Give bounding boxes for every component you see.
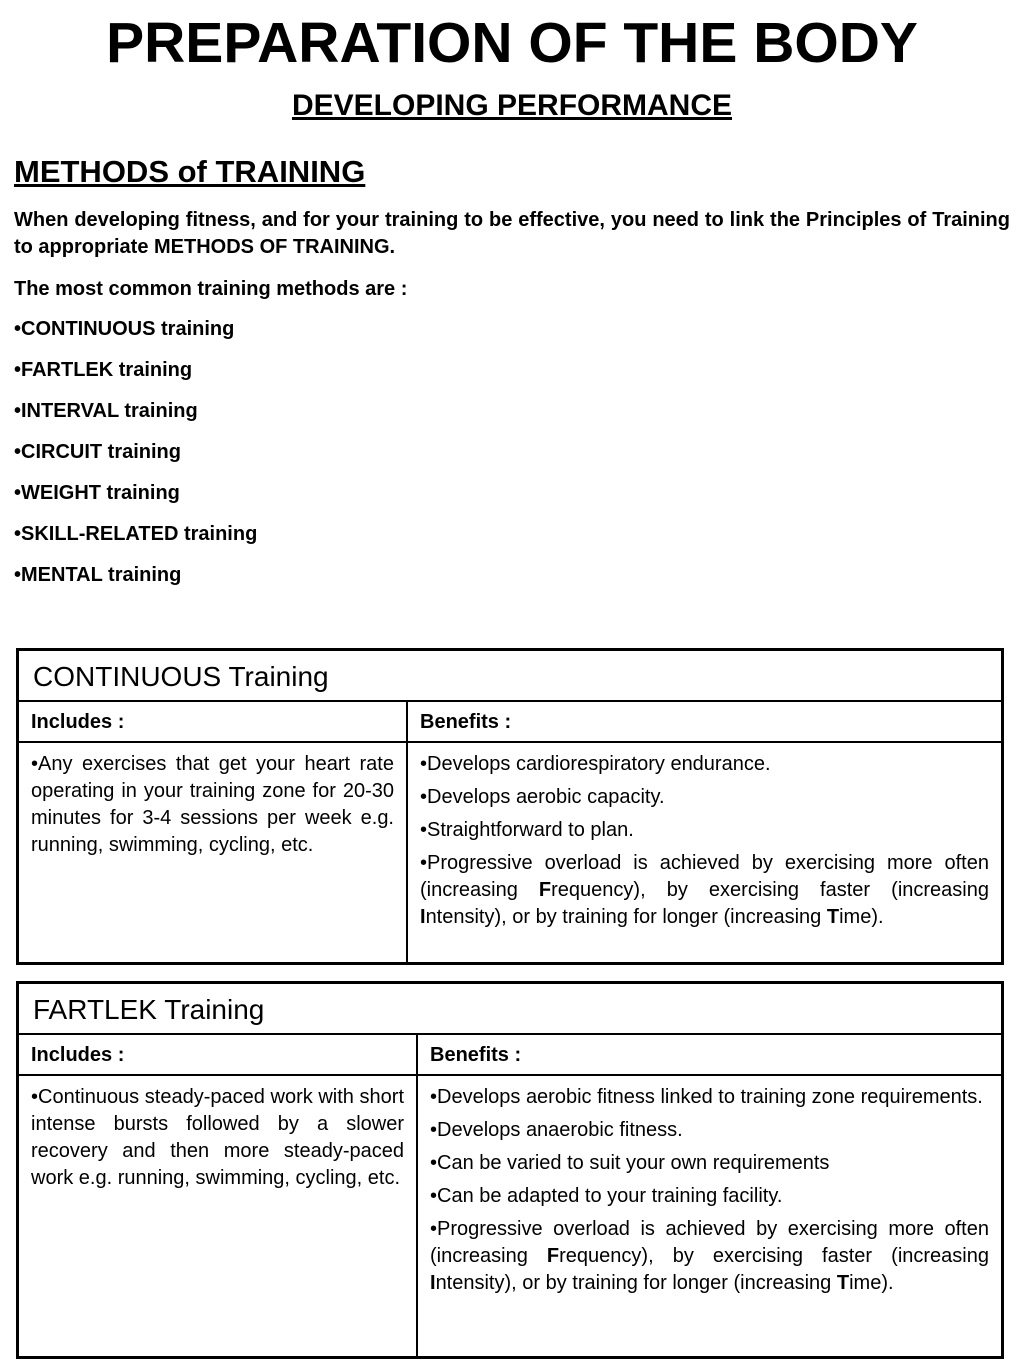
benefits-cell: [406, 743, 1001, 962]
benefits-cell: [416, 1076, 1001, 1356]
list-item: •MENTAL training: [14, 564, 182, 586]
continuous-table-title: CONTINUOUS Training: [19, 651, 1001, 702]
benefits-header: Benefits :: [416, 1035, 1001, 1076]
fartlek-training-table: [16, 981, 1004, 1359]
includes-header: Includes :: [19, 1035, 416, 1076]
list-item: •CIRCUIT training: [14, 441, 181, 463]
list-item: •INTERVAL training: [14, 400, 198, 422]
page-title: PREPARATION OF THE BODY: [106, 11, 918, 75]
includes-text: •Any exercises that get your heart rate operating in your training zone for 20-30 minutes for 3-4 sessions per week e.g. running, swimming, cycling, etc.: [31, 753, 394, 856]
benefits-header: Benefits :: [406, 702, 1001, 743]
includes-header: Includes :: [19, 702, 406, 743]
benefit-item: •Develops cardiorespiratory endurance.: [420, 753, 771, 775]
includes-cell: [19, 1076, 416, 1356]
benefit-item: •Can be adapted to your training facility.: [430, 1185, 783, 1207]
fartlek-table-title: FARTLEK Training: [19, 984, 1001, 1035]
continuous-training-table: [16, 648, 1004, 965]
benefit-overload: •Progressive overload is achieved by exercising more often (increasing Frequency), by exercising faster (increasing Intensity), or by training for longer (increasing Time).: [430, 1218, 989, 1294]
benefit-item: •Straightforward to plan.: [420, 819, 634, 841]
intro-paragraph: When developing fitness, and for your training to be effective, you need to link the Principles of Training to appropriate METHODS OF TRAINING.: [14, 209, 1010, 258]
benefit-item: •Can be varied to suit your own requirements: [430, 1152, 830, 1174]
list-item: •SKILL-RELATED training: [14, 523, 258, 545]
page-subtitle: DEVELOPING PERFORMANCE: [291, 89, 733, 122]
list-item: •CONTINUOUS training: [14, 318, 235, 340]
list-item: •WEIGHT training: [14, 482, 180, 504]
common-methods-label: The most common training methods are :: [14, 278, 408, 300]
benefit-overload: •Progressive overload is achieved by exercising more often (increasing Frequency), by exercising faster (increasing Intensity), or by training for longer (increasing Time).: [420, 852, 989, 928]
benefit-item: •Develops anaerobic fitness.: [430, 1119, 683, 1141]
section-heading: METHODS of TRAINING: [14, 154, 366, 189]
methods-list: [14, 316, 257, 603]
list-item: •FARTLEK training: [14, 359, 193, 381]
benefit-item: •Develops aerobic fitness linked to training zone requirements.: [430, 1086, 983, 1108]
includes-cell: [19, 743, 406, 962]
benefit-item: •Develops aerobic capacity.: [420, 786, 665, 808]
includes-text: •Continuous steady-paced work with short intense bursts followed by a slower recovery and then more steady-paced work e.g. running, swimming, cycling, etc.: [31, 1086, 404, 1189]
